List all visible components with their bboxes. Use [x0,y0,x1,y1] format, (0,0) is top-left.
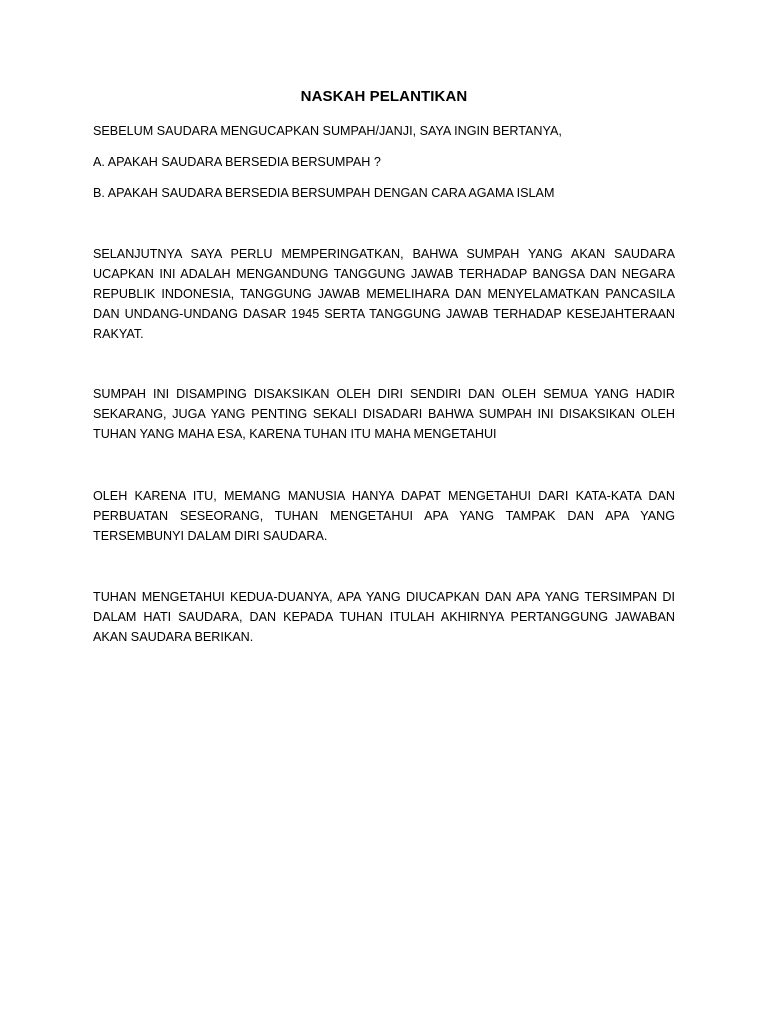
intro-line: SEBELUM SAUDARA MENGUCAPKAN SUMPAH/JANJI, SAYA INGIN BERTANYA, [93,124,562,138]
paragraph-warning: SELANJUTNYA SAYA PERLU MEMPERINGATKAN, BAHWA SUMPAH YANG AKAN SAUDARA UCAPKAN INI ADALAH MENGANDUNG TANGGUNG JAWAB TERHADAP BANGSA DAN NEGARA REPUBLIK INDONESIA, TANGGUNG JAWAB MEMELIHARA DAN MENYELAMATKAN PANCASILA DAN UNDANG-UNDANG DASAR 1945 SERTA TANGGUNG JAWAB TERHADAP KESEJAHTERAAN RAKYAT. [93,247,675,341]
document-title: NASKAH PELANTIKAN [300,88,468,105]
question-a: A. APAKAH SAUDARA BERSEDIA BERSUMPAH ? [93,155,381,169]
paragraph-human-knowledge: OLEH KARENA ITU, MEMANG MANUSIA HANYA DAPAT MENGETAHUI DARI KATA-KATA DAN PERBUATAN SESEORANG, TUHAN MENGETAHUI APA YANG TAMPAK DAN APA YANG TERSEMBUNYI DALAM DIRI SAUDARA. [93,489,675,543]
paragraph-accountability: TUHAN MENGETAHUI KEDUA-DUANYA, APA YANG DIUCAPKAN DAN APA YANG TERSIMPAN DI DALAM HATI SAUDARA, DAN KEPADA TUHAN ITULAH AKHIRNYA PERTANGGUNG JAWABAN AKAN SAUDARA BERIKAN. [93,590,675,644]
question-b: B. APAKAH SAUDARA BERSEDIA BERSUMPAH DENGAN CARA AGAMA ISLAM [93,186,555,200]
paragraph-witness: SUMPAH INI DISAMPING DISAKSIKAN OLEH DIRI SENDIRI DAN OLEH SEMUA YANG HADIR SEKARANG, JUGA YANG PENTING SEKALI DISADARI BAHWA SUMPAH INI DISAKSIKAN OLEH TUHAN YANG MAHA ESA, KARENA TUHAN ITU MAHA MENGETAHUI [93,387,675,441]
